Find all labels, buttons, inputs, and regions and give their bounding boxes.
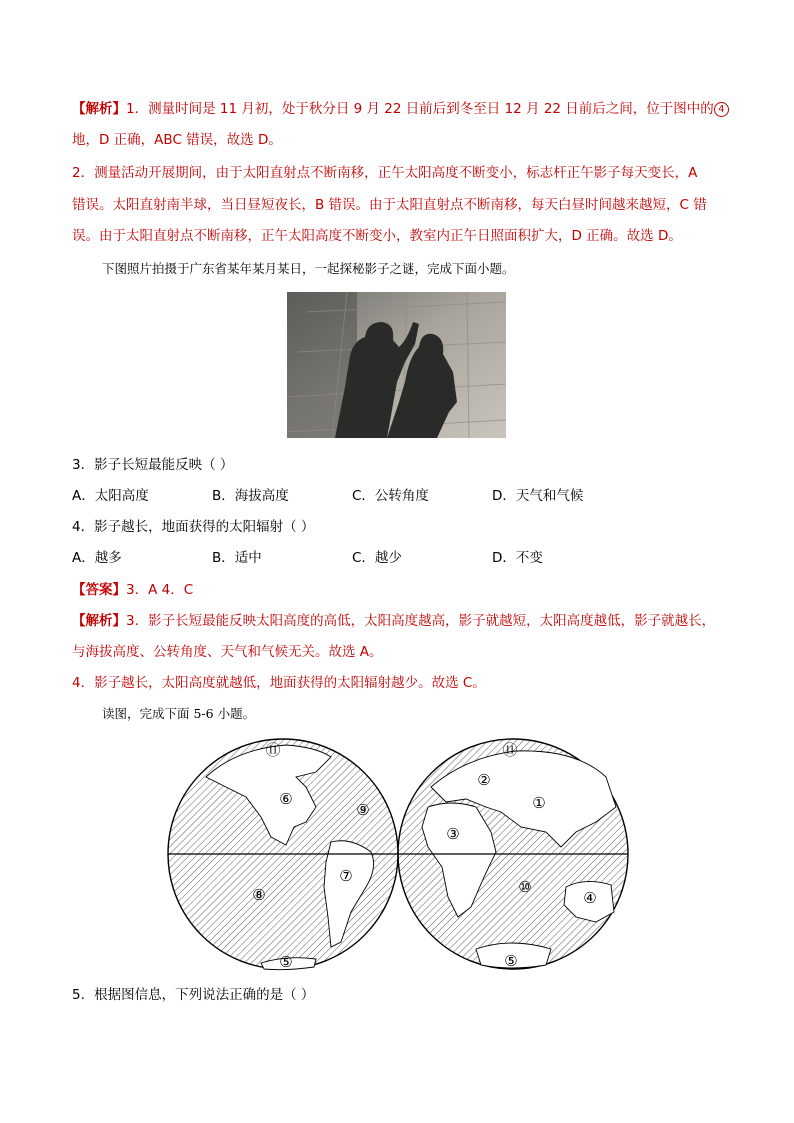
map-label-e-2: ② (477, 771, 491, 789)
analysis2-text1: 3．影子长短最能反映太阳高度的高低，太阳高度越高，影子就越短，太阳高度越低，影子就越长， (126, 613, 716, 629)
map-label-w-6: ⑥ (279, 790, 293, 808)
answer-line (72, 580, 193, 600)
western-hemisphere (168, 739, 398, 970)
analysis1-text1: 1．测量时间是 11 月初，处于秋分日 9 月 22 日前后到冬至日 12 月 22 日前后之间，位于图中的 (126, 101, 714, 117)
analysis2-line1 (72, 611, 715, 631)
analysis1-line1 (72, 99, 729, 119)
map-label-w-5: ⑤ (279, 953, 293, 971)
q5-stem: 5．根据图信息，下列说法正确的是（ ） (72, 987, 315, 1003)
circled-number-marker: 4 (714, 102, 729, 117)
q3-option-c: C．公转角度 (352, 488, 429, 504)
q3-option-d: D．天气和气候 (492, 488, 584, 504)
map-label-e-1: ① (532, 794, 546, 812)
map-label-e-11: ⑪ (502, 741, 518, 759)
map-label-e-10: ⑩ (518, 878, 532, 896)
intro-map: 读图，完成下面 5-6 小题。 (102, 706, 256, 721)
analysis-tag: 【解析】 (72, 613, 126, 629)
q4-stem: 4．影子越长，地面获得的太阳辐射（ ） (72, 519, 315, 535)
answer-text: 3．A 4．C (126, 582, 194, 598)
analysis2-line3: 4．影子越长，太阳高度就越低，地面获得的太阳辐射越少。故选 C。 (72, 675, 486, 691)
analysis1-line3: 2．测量活动开展期间，由于太阳直射点不断南移，正午太阳高度不断变小，标志杆正午影子每天变长，A (72, 165, 698, 181)
map-label-e-5: ⑤ (504, 952, 518, 970)
map-label-w-9: ⑨ (356, 801, 370, 819)
analysis1-line2: 地，D 正确，ABC 错误，故选 D。 (72, 132, 282, 148)
intro-shadow: 下图照片拍摄于广东省某年某月某日，一起探秘影子之谜，完成下面小题。 (102, 261, 515, 276)
map-label-w-11: ⑪ (265, 741, 281, 759)
map-label-e-4: ④ (583, 889, 597, 907)
q3-stem: 3．影子长短最能反映（ ） (72, 457, 234, 473)
analysis1-line4: 错误。太阳直射南半球，当日昼短夜长，B 错误。由于太阳直射点不断南移，每天白昼时间越来越短，C 错 (72, 197, 707, 213)
shadow-photo (287, 292, 506, 438)
map-label-w-8: ⑧ (252, 886, 266, 904)
q4-option-c: C．越少 (352, 550, 402, 566)
map-label-w-7: ⑦ (339, 867, 353, 885)
world-hemispheres-map (166, 737, 630, 971)
q3-option-a: A．太阳高度 (72, 488, 149, 504)
analysis-tag: 【解析】 (72, 101, 126, 117)
eastern-hemisphere (398, 739, 628, 969)
map-label-e-3: ③ (446, 825, 460, 843)
q4-option-b: B．适中 (212, 550, 262, 566)
analysis1-line5: 误。由于太阳直射点不断南移，正午太阳高度不断变小，教室内正午日照面积扩大，D 正确。故选 D。 (72, 228, 682, 244)
analysis2-line2: 与海拔高度、公转角度、天气和气候无关。故选 A。 (72, 644, 383, 660)
q3-option-b: B．海拔高度 (212, 488, 289, 504)
q4-option-d: D．不变 (492, 550, 543, 566)
q4-option-a: A．越多 (72, 550, 122, 566)
answer-tag: 【答案】 (72, 582, 126, 598)
